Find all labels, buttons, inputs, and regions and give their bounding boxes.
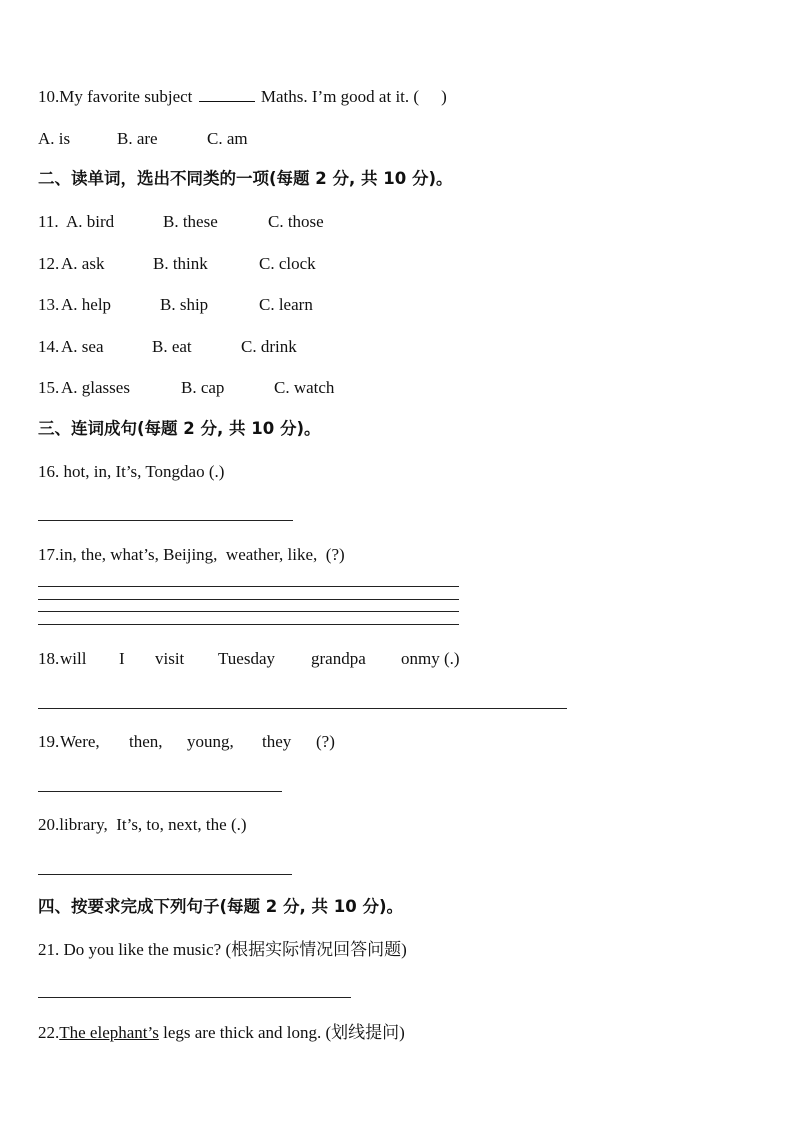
question-text: Maths. I’m good at it. (: [256, 87, 420, 106]
question-17: 17.in, the, what’s, Beijing, weather, like, (?): [38, 545, 345, 564]
word: onmy (.): [401, 649, 460, 668]
question-13-number: 13.: [38, 295, 60, 314]
answer-line[interactable]: [38, 791, 282, 792]
option-c: C. watch: [274, 378, 335, 397]
answer-line[interactable]: [38, 624, 459, 625]
answer-line[interactable]: [38, 874, 292, 875]
word: Were,: [60, 732, 100, 751]
question-21: 21. Do you like the music? (根据实际情况回答问题): [38, 940, 407, 959]
word: (?): [316, 732, 335, 751]
underlined-phrase: The elephant’s: [59, 1023, 159, 1042]
answer-line[interactable]: [38, 520, 293, 521]
question-12-number: 12.: [38, 254, 60, 273]
word: visit: [155, 649, 185, 668]
word: grandpa: [311, 649, 366, 668]
question-15-number: 15.: [38, 378, 60, 397]
answer-line[interactable]: [38, 997, 351, 998]
option-a: A. ask: [61, 254, 105, 273]
word: young,: [187, 732, 234, 751]
option-a: A. help: [61, 295, 112, 314]
question-number: 10.: [38, 87, 60, 106]
option-b: B. are: [117, 129, 158, 148]
answer-line[interactable]: [38, 708, 567, 709]
section-heading: 三、连词成句(每题 2 分, 共 10 分)。: [38, 419, 321, 438]
option-c: C. those: [268, 212, 324, 231]
option-c: C. learn: [259, 295, 313, 314]
answer-line[interactable]: [38, 586, 459, 587]
option-b: B. cap: [181, 378, 225, 397]
question-20: 20.library, It’s, to, next, the (.): [38, 815, 247, 834]
option-b: B. ship: [160, 295, 209, 314]
question-19-number: 19.: [38, 732, 60, 751]
question-number: 22.: [38, 1023, 60, 1042]
question-10: [38, 87, 447, 107]
option-a: A. sea: [61, 337, 104, 356]
question-text: My favorite subject: [59, 87, 197, 106]
word: then,: [129, 732, 163, 751]
option-b: B. these: [163, 212, 218, 231]
section-heading: 四、按要求完成下列句子(每题 2 分, 共 10 分)。: [38, 897, 404, 916]
option-c: C. drink: [241, 337, 297, 356]
option-b: B. think: [153, 254, 208, 273]
word: Tuesday: [218, 649, 275, 668]
option-c: C. am: [207, 129, 248, 148]
question-22: [38, 1023, 405, 1043]
question-16: 16. hot, in, It’s, Tongdao (.): [38, 462, 225, 481]
option-a: A. is: [38, 129, 71, 148]
answer-blank[interactable]: [199, 87, 255, 102]
answer-line[interactable]: [38, 599, 459, 600]
question-11-number: 11.: [38, 212, 63, 231]
question-18-number: 18.: [38, 649, 60, 668]
word: they: [262, 732, 292, 751]
section-heading: 二、读单词，选出不同类的一项(每题 2 分, 共 10 分)。: [38, 169, 453, 188]
option-a: A. glasses: [61, 378, 130, 397]
close-paren: ): [441, 87, 447, 106]
option-c: C. clock: [259, 254, 316, 273]
option-a: A. bird: [66, 212, 115, 231]
answer-line[interactable]: [38, 611, 459, 612]
word: will: [60, 649, 87, 668]
question-14-number: 14.: [38, 337, 60, 356]
question-text: legs are thick and long. (划线提问): [158, 1023, 405, 1042]
word: I: [119, 649, 125, 668]
option-b: B. eat: [152, 337, 192, 356]
